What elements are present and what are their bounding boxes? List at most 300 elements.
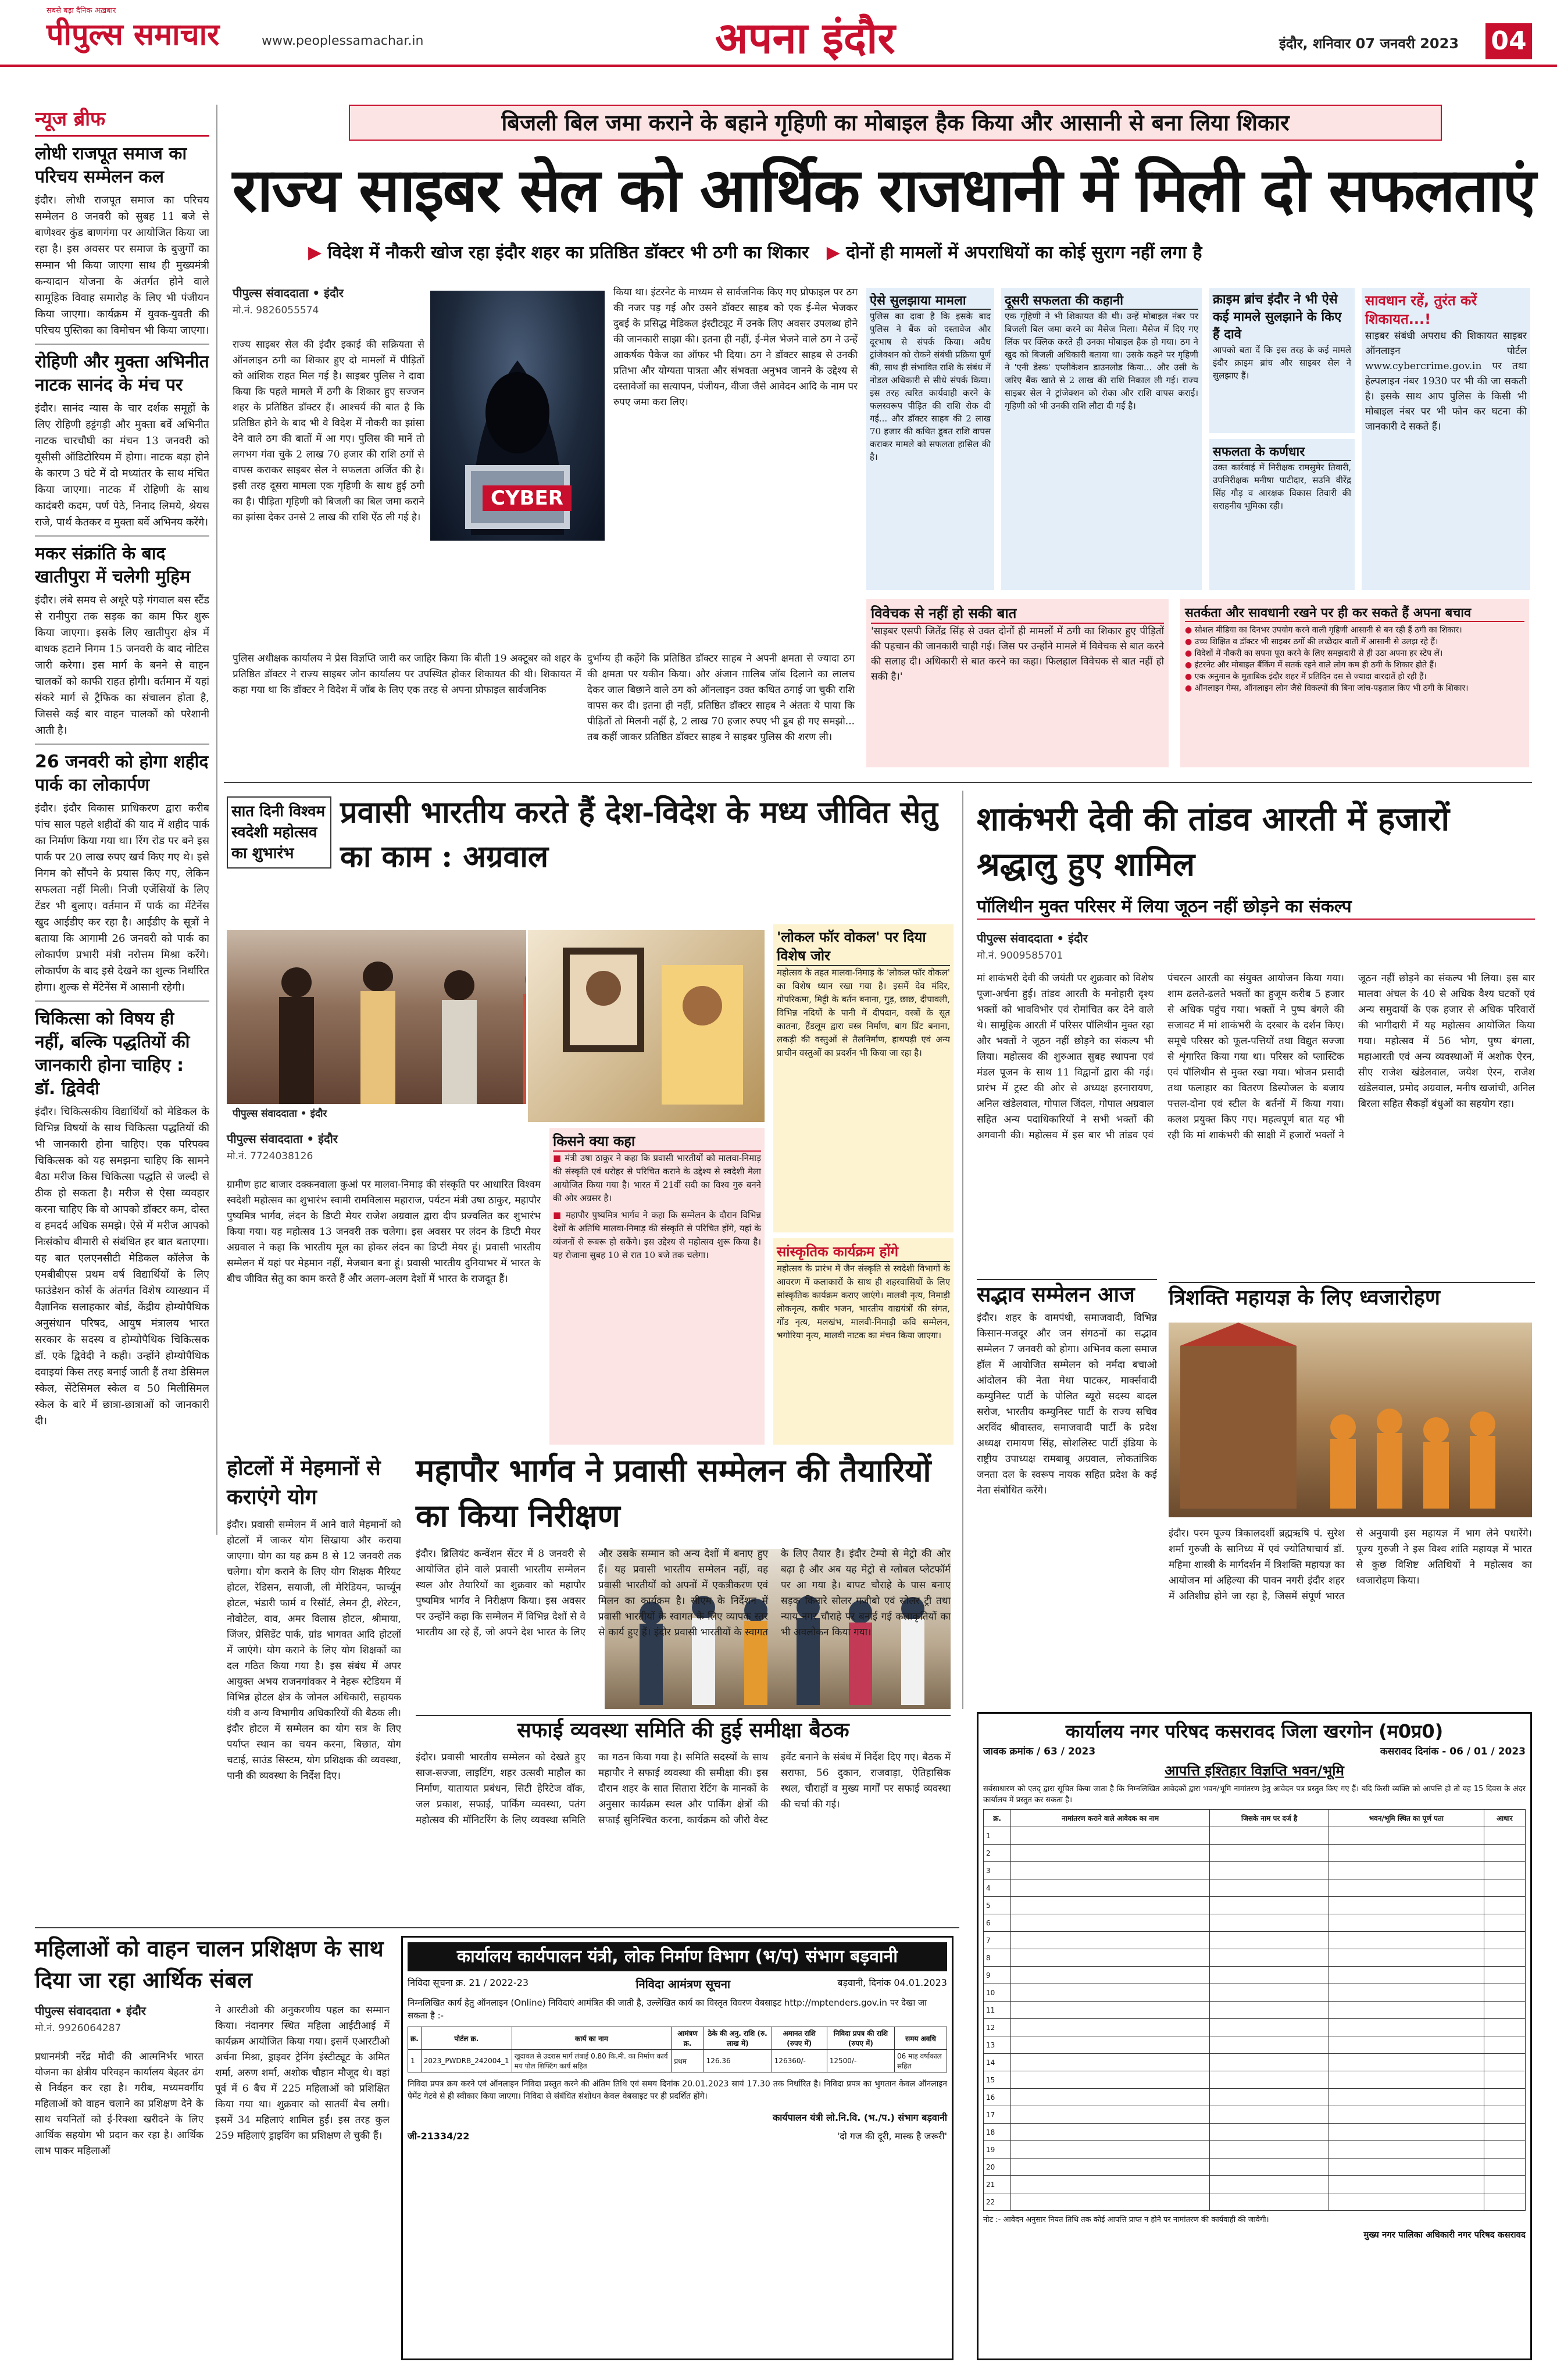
kisne-text: महापौर पुष्यमित्र भार्गव ने कहा कि सम्मेलन के दौरान विभिन्न देशों के अतिथि मालवा-निमाड़ की संस्कृति से परिचित होंगे, यहां के व्यंजनों से रूबरू हो सकेंगे। इस उद्देश्य से महोत्सव शुरू किया है। यह रोजाना सुबह 10 से रात 10 बजे तक चलेगा। [553, 1210, 761, 1260]
table-cell: 126360/- [772, 2050, 827, 2072]
lead-col-1: राज्य साइबर सेल की इंदौर इकाई की सक्रियता से ऑनलाइन ठगी का शिकार हुए दो मामलों में पीड़ितों को आंशिक राहत मिल गई है। साइबर पुलिस ने दावा किया कि पहले मामले में ठगी के शिकार हुए सज्जन शहर के प्रतिष्ठित डॉक्टर हैं। आश्चर्य की बात है कि प्रतिष्ठित होने के बाद भी वे विदेश में नौकरी का झांसा देने वाले ठग की बातों में आ गए। पुलिस की मानें तो लगभग गंवा चुके 2 लाख 70 हजार की राशि ठगों से वापस कराकर साइबर सेल ने सफलता अर्जित की है। इसी तरह दूसरा मामला एक गृहिणी के साथ हुई ठगी का है। पीड़िता गृहिणी को बिजली का बिल जमा कराने का झांसा देकर उनसे 2 लाख की राशि ऐंठ ली गई है। [233, 339, 424, 523]
pravasi-byline [227, 1131, 424, 1162]
table-cell [1484, 1827, 1525, 1845]
column-divider [962, 791, 963, 1709]
bullet-icon: ● [1185, 637, 1195, 646]
table-cell: 7 [984, 1932, 1011, 1949]
table-cell: 17 [984, 2106, 1011, 2124]
table-cell [1011, 1827, 1210, 1845]
side-box-body: उक्त कार्रवाई में निरीक्षक रामसुमेर तिवारी, उपनिरीक्षक मनीषा पाटीदार, सउनि वीरेंद्र सिंह गौड़ व आरक्षक विकास तिवारी की सराहनीय भूमिका रही। [1213, 462, 1351, 511]
table-cell [1484, 2036, 1525, 2054]
byline-phone: मो.नं. 9826055574 [233, 305, 319, 316]
paper-logo: पीपुल्स समाचार [47, 17, 220, 52]
local-box [773, 924, 954, 1232]
table-cell [1329, 2124, 1484, 2141]
brief-title: चिकित्सा को विषय ही नहीं, बल्कि पद्धतियों की जानकारी होना चाहिए : डॉ. द्विवेदी [35, 1009, 190, 1099]
table-cell [1329, 1879, 1484, 1897]
table-cell [1484, 2071, 1525, 2089]
website[interactable]: www.peoplessamachar.in [262, 34, 424, 48]
brief-item [35, 1000, 209, 1430]
mahila-col-2: ने आरटीओ की अनुकरणीय पहल का सम्मान किया। नंदानगर स्थित महिला आईटीआई में कार्यक्रम आयोजित किया गया। इसमें एआरटीओ अर्चना मिश्रा, ड्राइवर ट्रेनिंग इंस्टीट्यूट के अमित शर्मा, अरुण शर्मा, अशोक चौहान मौजूद थे। वहां पूर्व में 6 बैच में 225 महिलाओं को प्रशिक्षित किया गया था। शुक्रवार को सातवीं बैच लगी। इसमें 34 महिलाएं शामिल हुईं। इस तरह कुल 259 महिलाएं ड्राइविंग का प्रशिक्षण ले चुकी हैं। [215, 2004, 390, 2142]
bullet-icon: ● [1185, 684, 1195, 693]
parishad-notice [977, 1712, 1532, 2360]
parishad-title: आपत्ति इश्तिहार विज्ञप्ति भवन/भूमि [1165, 1763, 1344, 1779]
kisne-item [553, 1152, 761, 1205]
brief-body: इंदौर। इंदौर विकास प्राधिकरण द्वारा करीब पांच साल पहले शहीदों की याद में शहीद पार्क का निर्माण किया गया था। रिंग रोड पर बने इस पार्क पर 20 लाख रुपए खर्च किए गए थे। इसे निगम को सौंपने के प्रयास किए गए, लेकिन सफलता नहीं मिली। निजी एजेंसियों के लिए टेंडर भी बुलाए। वर्तमान में पार्क का मेंटेनेंस खुद आईडीए कर रहा है। आईडीए के सूत्रों ने बताया कि आगामी 26 जनवरी को पार्क का लोकार्पण प्रभारी मंत्री नरोत्तम मिश्रा करेंगे। लोकार्पण के बाद इसे देखने का शुल्क निर्धारित होगा। शुल्क से मेंटेनेंस में आसानी रहेगी। [35, 802, 209, 994]
table-cell [1329, 1897, 1484, 1914]
table-cell [1210, 2002, 1329, 2019]
table-cell [1484, 2106, 1525, 2124]
table-header-cell: पोर्टल क्र. [421, 2027, 512, 2050]
table-cell [1484, 1897, 1525, 1914]
table-cell [1210, 2106, 1329, 2124]
table-cell [1011, 1967, 1210, 1984]
side-box [1209, 288, 1355, 433]
shakambhari-headline: शाकंभरी देवी की तांडव आरती में हजारों श्रद्धालु हुए शामिल [977, 800, 1450, 884]
brief-title: 26 जनवरी को होगा शहीद पार्क का लोकार्पण [35, 752, 209, 795]
side-box [1362, 288, 1530, 590]
table-header-cell: क्र. [984, 1810, 1011, 1827]
table-header-cell: जिसके नाम पर दर्ज है [1210, 1810, 1329, 1827]
table-row [984, 1862, 1526, 1879]
parishad-ref-date: कसरावद दिनांक - 06 / 01 / 2023 [1380, 1746, 1526, 1757]
tip-item [1185, 624, 1524, 636]
table-cell [1011, 1932, 1210, 1949]
table-cell [1210, 2054, 1329, 2071]
tip-text: इंटरनेट और मोबाइल बैंकिंग में सतर्क रहने वाले लोग कम ही ठगी के शिकार होते हैं। [1194, 660, 1437, 670]
cultural-box-title: सांस्कृतिक कार्यक्रम होंगे [777, 1242, 950, 1262]
mahila-byline [35, 2003, 203, 2034]
table-cell [1484, 1984, 1525, 2002]
table-cell: 4 [984, 1879, 1011, 1897]
table-header-cell: ठेके की अनु. राशि (रु. लाख में) [703, 2027, 772, 2050]
table-cell [1210, 1862, 1329, 1879]
shakambhari-subhead: पॉलिथीन मुक्त परिसर में लिया जूठन नहीं छोड़ने का संकल्प [977, 895, 1535, 920]
table-cell [1011, 2071, 1210, 2089]
table-cell [1329, 1845, 1484, 1862]
table-cell [1210, 1949, 1329, 1967]
table-row [984, 1897, 1526, 1914]
table-cell [1011, 1862, 1210, 1879]
tip-item [1185, 648, 1524, 659]
table-row [984, 2124, 1526, 2141]
tender-title: निविदा आमंत्रण सूचना [635, 1977, 731, 1991]
table-cell [1484, 2141, 1525, 2159]
masthead [0, 0, 1557, 67]
parishad-header: कार्यालय नगर परिषद कसरावद जिला खरगोन (म0प्र0) [1065, 1720, 1444, 1742]
table-row [984, 1879, 1526, 1897]
bullet-icon: ● [1185, 660, 1195, 670]
table-cell [1329, 2002, 1484, 2019]
safai-headline: सफाई व्यवस्था समिति की हुई समीक्षा बैठक [416, 1715, 951, 1745]
table-cell: खुदावल से उदरास मार्ग लंबाई 0.80 कि.मी. का निर्माण कार्य मय पोल शिफ्टिंग कार्य सहित [512, 2050, 672, 2072]
brief-item [35, 142, 209, 339]
section-divider [224, 782, 1532, 783]
section-title: अपना इंदौर [715, 13, 895, 63]
shakambhari-body: मां शाकंभरी देवी की जयंती पर शुक्रवार को विशेष पूजा-अर्चना हुई। तांडव आरती के मनोहारी दृश्य भक्तों को भावविभोर एवं रोमांचित कर देने वाले थे। सामूहिक आरती में परिसर पॉलिथीन मुक्त रहा और भक्तों ने जूठन नहीं छोड़ने का संकल्प भी लिया। महोत्सव की शुरुआत सुबह स्थापना एवं मंडल पूजन के साथ 11 विद्वानों द्वारा की गई। प्रारंभ में ट्रस्ट की ओर से अध्यक्ष हरनारायण, अनिल खंडेलवाल, गोपाल जिंदल, गोपाल अग्रवाल सहित अन्य पदाधिकारियों ने सभी भक्तों की अगवानी की। महोत्सव में इस बार भी तांडव एवं पंचरत्न आरती का संयुक्त आयोजन किया गया। शाम ढलते-ढलते भक्तों का हुजूम करीब 5 हजार से अधिक पहुंच गया। भक्तों ने पुष्प बंगले की सजावट में मां शाकंभरी के दरबार के दर्शन किए। समूचे परिसर को फूल-पत्तियों तथा विद्युत सज्जा से शृंगारित किया गया था। परिसर को प्लास्टिक एवं पॉलिथीन से मुक्त रखा गया। भोजन प्रसादी तथा फलाहार का वितरण डिस्पोजल के बजाय पत्तल-दोना एवं स्टील के बर्तनों में किया गया। कलश प्रयुक्त किए गए। महत्वपूर्ण बात यह भी रही कि मां शाकंभरी की साक्षी में हजारों भक्तों ने जूठन नहीं छोड़ने का संकल्प भी लिया। इस बार मालवा अंचल के 40 से अधिक वैश्य घटकों एवं अन्य समुदायों के एक हजार से अधिक परिवारों की भागीदारी में यह महोत्सव आयोजित किया गया। महोत्सव में 56 भोग, पुष्प बंगला, महाआरती एवं अन्य व्यवस्थाओं में अशोक ऐरन, सीए राजेश खंडेलवाल, जयेश ऐरन, राजेश खंडेलवाल, प्रमोद अग्रवाल, मनीष खजांची, अनिल बिरला सहित सैकड़ों बंधुओं का सहयोग रहा। [977, 973, 1535, 1141]
cultural-box-body: महोत्सव के प्रारंभ में जैन संस्कृति से स्वदेशी विभागों के आवरण में कलाकारों के साथ ही शहरवासियों के लिए सांस्कृतिक कार्यक्रम कराए जाएंगे। मालवी नृत्य, निमाड़ी लोकनृत्य, कबीर भजन, भारतीय वाद्ययंत्रों की संगत, गोंड नृत्य, मलखंभ, मालवी-निमाड़ी कवि सम्मेलन, भगोरिया नृत्य, मालवी नाटक का मंचन किया जाएगा। [777, 1263, 950, 1341]
mayor-headline: महापौर भार्गव ने प्रवासी सम्मेलन की तैयारियों का किया निरीक्षण [416, 1452, 931, 1534]
table-row [984, 2176, 1526, 2193]
table-row [984, 1845, 1526, 1862]
table-cell: 20 [984, 2159, 1011, 2176]
byline-text: पीपुल्स संवाददाता • इंदौर [227, 1132, 338, 1146]
brief-body: इंदौर। चिकित्सकीय विद्यार्थियों को मेडिकल के विभिन्न विषयों के साथ चिकित्सा पद्धतियों की भी जानकारी होना चाहिए। एक परिपक्व चिकित्सक को यह समझना चाहिए कि सामने बैठा मरीज किस चिकित्सा पद्धति से जल्दी से ठीक हो सकता है। मरीज से ऐसा व्यवहार करना चाहिए कि वो आपको डॉक्टर कम, दोस्त व हमदर्द अधिक समझे। ऐसे में मरीज आपको निःसंकोच बीमारी से संबंधित हर बात बताएगा। यह बात एलएनसीटी मेडिकल कॉलेज के एमबीबीएस प्रथम वर्ष विद्यार्थियों के लिए फाउंडेशन कोर्स के अंतर्गत विशेष व्याख्यान में वैज्ञानिक सलाहकार बोर्ड, केंद्रीय होम्योपैथिक अनुसंधान परिषद, आयुष मंत्रालय भारत सरकार के सदस्य व होम्योपैथिक चिकित्सक डॉ. एके द्विवेदी ने कही। उन्होंने होम्योपैथिक दवाइयां किस तरह बनाई जाती हैं तथा डेसिमल स्केल, सेंटेसिमल स्केल व 50 मिलीसिमल स्केल के बारे में छात्रा-छात्राओं को जानकारी दी। [35, 1106, 209, 1427]
tender-bottom-row [408, 2129, 947, 2142]
table-cell: 126.36 [703, 2050, 772, 2072]
table-cell: प्रथम [672, 2050, 703, 2072]
portrait-photo [526, 930, 765, 1122]
table-header-cell: अमानत राशि (रुपए में) [772, 2027, 827, 2050]
table-cell [1329, 1827, 1484, 1845]
table-cell: 8 [984, 1949, 1011, 1967]
table-cell [1329, 1862, 1484, 1879]
dateline: इंदौर, शनिवार 07 जनवरी 2023 [1279, 35, 1459, 52]
temple-gathering-icon [1169, 1323, 1532, 1517]
bullet-icon: ● [1185, 626, 1195, 635]
table-header-cell: निविदा प्रपत्र की राशि (रुपए में) [827, 2027, 894, 2050]
table-cell: 2023_PWDRB_242004_1 [421, 2050, 512, 2072]
tender-intro: निम्नलिखित कार्य हेतु ऑनलाइन (Online) निविदाएं आमंत्रित की जाती है, उल्लेखित कार्य का विस्तृत विवरण वेबसाइट http://mptenders.gov.in पर देखा जा सकता है :- [408, 1997, 927, 2021]
bullet-icon: ■ [553, 1210, 566, 1220]
tender-slogan: 'दो गज की दूरी, मास्क है जरूरी' [837, 2131, 947, 2142]
table-cell [1011, 2124, 1210, 2141]
table-cell [1210, 2159, 1329, 2176]
warning-box [866, 599, 1169, 767]
table-header-cell: आधार [1484, 1810, 1525, 1827]
table-cell [1329, 2193, 1484, 2211]
brief-item [35, 535, 209, 739]
tip-text: विदेशों में नौकरी का सपना पूरा करने के लिए समझदारी से ही उठा अपना हर स्टेप लें। [1194, 649, 1443, 658]
table-cell: 12500/- [827, 2050, 894, 2072]
side-box-body: एक गृहिणी ने भी शिकायत की थी। उन्हें मोबाइल नंबर पर बिजली बिल जमा करने का मैसेज मिला। मैसेज में दिए गए लिंक पर क्लिक करते ही उनका मोबाइल हैक हो गया। ठग ने खुद को बिजली अधिकारी बताया था। उसके कहने पर गृहिणी ने 'एनी डेस्क' एप्लीकेशन डाउनलोड किया... और उसी के जरिए बैंक खाते से 2 लाख की राशि निकाल ली गई। राज्य साइबर सेल ने ट्रांजेक्शन को रोका और राशि वापस कराई। गृहिणी को भी उनकी राशि लौटा दी गई है। [1005, 311, 1198, 411]
parishad-table-header [984, 1810, 1526, 1827]
tip-text: ऑनलाइन गेम्स, ऑनलाइन लोन जैसे विकल्पों की बिना जांच-पड़ताल किए भी ठगी के शिकार। [1194, 684, 1469, 693]
table-cell: 18 [984, 2124, 1011, 2141]
table-cell [1210, 1967, 1329, 1984]
table-cell [1484, 1879, 1525, 1897]
mahila-col-1: प्रधानमंत्री नरेंद्र मोदी की आत्मनिर्भर भारत योजना का क्षेत्रीय परिवहन कार्यालय बेहतर ढंग से निर्वहन कर रहा है। गरीब, मध्यमवर्गीय महिलाओं को वाहन चलाने का प्रशिक्षण देने के साथ चयनितों को ई-रिक्शा खरीदने के लिए आर्थिक सहयोग भी प्रदान कर रहा है। आर्थिक लाभ पाकर महिलाओं [35, 2051, 203, 2157]
table-cell: 2 [984, 1845, 1011, 1862]
table-cell: 6 [984, 1914, 1011, 1932]
table-cell [1484, 1845, 1525, 1862]
table-cell [1210, 2019, 1329, 2036]
table-cell [1329, 1949, 1484, 1967]
table-row [984, 2089, 1526, 2106]
lead-col-2: किया था। इंटरनेट के माध्यम से सार्वजनिक किए गए प्रोफाइल पर ठग की नजर पड़ गई और उसने डॉक्टर साहब को एक ई-मेल भेजकर दुबई के प्रसिद्ध मेडिकल इंस्टीट्यूट में उनके लिए अवसर उपलब्ध होने की जानकारी साझा की। इतना ही नहीं, ई-मेल भेजने वाले ठग ने उन्हें आकर्षक पैकेज का ऑफर भी दिया। ठग ने डॉक्टर साहब से उनकी प्रतिभा और योग्यता पात्रता और संभवता अनुभव जानने के उद्देश्य से दस्तावेजों का सत्यापन, पंजीयन, वीजा जैसे आवेदन आदि के नाम पर रुपए जमा करा लिए। [613, 287, 858, 408]
table-cell [1484, 2054, 1525, 2071]
side-box-body: आपको बता दें कि इस तरह के कई मामले इंदौर क्राइम ब्रांच और साइबर सेल ने सुलझाए हैं। [1213, 345, 1351, 381]
table-cell [1210, 1879, 1329, 1897]
tender-notice [401, 1936, 954, 2360]
table-cell: 15 [984, 2071, 1011, 2089]
parishad-ref-no: जावक क्रमांक / 63 / 2023 [983, 1746, 1096, 1757]
table-cell: 13 [984, 2036, 1011, 2054]
column-divider [216, 105, 217, 1535]
brief-item [35, 344, 209, 531]
warning-box-title: विवेचक से नहीं हो सकी बात [871, 603, 1164, 624]
table-cell [1329, 1914, 1484, 1932]
table-cell [1484, 1949, 1525, 1967]
parishad-sign: मुख्य नगर पालिका अधिकारी नगर परिषद कसरावद [1363, 2229, 1526, 2240]
shakambhari-byline [977, 930, 1151, 962]
table-cell [1329, 2106, 1484, 2124]
local-box-title: 'लोकल फॉर वोकल' पर दिया विशेष जोर [777, 928, 950, 966]
mayor-body: इंदौर। ब्रिलियंट कन्वेंशन सेंटर में 8 जनवरी से आयोजित होने वाले प्रवासी भारतीय सम्मेलन स्थल और तैयारियों का शुक्रवार को महापौर पुष्यमित्र भार्गव ने निरीक्षण किया। इस अवसर पर उन्होंने कहा कि सम्मेलन में विभिन्न देशों से वे भारतीय आ रहे हैं, जो अपने देश भारत के लिए और उसके सम्मान को अन्य देशों में बनाए हुए हैं। यह प्रवासी भारतीय सम्मेलन नहीं, वह प्रवासी भारतीयों को अपनों में एकत्रीकरण एवं मिलन का कार्यक्रम है। सीएम के निर्देशन में प्रवासी भारतीयों के स्वागत के लिए व्यापक स्तर से कार्य हुए हैं। इंदौर प्रवासी भारतीयों के स्वागत के लिए तैयार है। इंदौर टेम्पो से मेट्रो की ओर बढ़ा है और अब यह मेट्रो से ग्लोबल प्लेटफॉर्म पर आ गया है। बापट चौराहे के पास बनाए सड़क किनारे सोलर गजीबो एवं सोलर ट्री तथा न्याय नगर चौराहे पर बनाई गई कलाकृतियों का भी अवलोकन किया गया। [416, 1548, 951, 1638]
table-row [984, 2106, 1526, 2124]
warning-box-body: 'साइबर एसपी जितेंद्र सिंह से उक्त दोनों ही मामलों में ठगी का शिकार हुए पीड़ितों की पहचान की जानकारी चाही गई। जिस पर उन्होंने मामले में विवेचक से बात करने की सलाह दी। अधिकारी से बात करने का कहा। फिलहाल विवेचक से बात नहीं हो सकी है।' [871, 626, 1164, 682]
table-row [984, 2019, 1526, 2036]
table-cell [1329, 1932, 1484, 1949]
kisne-item [553, 1209, 761, 1262]
table-cell [1011, 2036, 1210, 2054]
table-cell [1011, 1897, 1210, 1914]
lead-kicker: बिजली बिल जमा कराने के बहाने गृहिणी का मोबाइल हैक किया और आसानी से बना लिया शिकार [349, 105, 1442, 141]
cyber-label: CYBER [483, 485, 572, 511]
table-cell: 9 [984, 1967, 1011, 1984]
parishad-table [983, 1809, 1526, 2211]
table-cell [1484, 2176, 1525, 2193]
bullet-icon: ● [1185, 672, 1195, 681]
tip-item [1185, 659, 1524, 671]
table-cell [1484, 2193, 1525, 2211]
yoga-body: इंदौर। प्रवासी सम्मेलन में आने वाले मेहमानों को होटलों में जाकर योग सिखाया और कराया जाएगा। योग का यह क्रम 8 से 12 जनवरी तक चलेगा। योग कराने के लिए योग शिक्षक मैरियट होटल, रेडिसन, सयाजी, ली मेरिडियन, फार्च्यून होटल, भंडारी फार्म व रिसॉर्ट, लेमन ट्री, शेरेटन, नोवोटेल, वाव, अमर विलास होटल, श्रीमाया, जिंजर, प्रेसिडेंट पार्क, ग्रांड भागवत आदि होटलों में जाएंगे। योग कराने के लिए योग शिक्षकों का दल गठित किया गया है। इस संबंध में अपर आयुक्त अभय राजनगांवकर ने नेहरू स्टेडियम में विभिन्न होटल क्षेत्र के जोनल अधिकारी, सहायक यंत्री व अन्य विभागीय अधिकारियों की बैठक ली। इंदौर होटल में सम्मेलन का योग सत्र के लिए पर्याप्त स्थान का चयन करना, बिछात, योग चटाई, साउंड सिस्टम, योग प्रशिक्षक की व्यवस्था, पानी की व्यवस्था के निर्देश दिए। [227, 1519, 401, 1782]
table-cell [1210, 2071, 1329, 2089]
table-cell [1011, 2089, 1210, 2106]
table-row [984, 1984, 1526, 2002]
table-row [984, 2159, 1526, 2176]
table-cell [1210, 1827, 1329, 1845]
table-cell [1484, 2019, 1525, 2036]
side-box-title: दूसरी सफलता की कहानी [1005, 291, 1198, 310]
lead-headline: राज्य साइबर सेल को आर्थिक राजधानी में मिली दो सफलताएं [232, 154, 1535, 226]
kisne-box-title: किसने क्या कहा [553, 1131, 761, 1152]
table-header-cell: कार्य का नाम [512, 2027, 672, 2050]
table-row [984, 1967, 1526, 1984]
table-row [984, 2193, 1526, 2211]
arrow-icon: ▶ [826, 242, 840, 263]
side-box-title: सफलता के कर्णधार [1213, 442, 1351, 461]
tip-item [1185, 636, 1524, 648]
side-box [866, 288, 994, 590]
table-header-cell: समय अवधि [895, 2027, 947, 2050]
brief-title: लोधी राजपूत समाज का परिचय सम्मेलन कल [35, 144, 187, 187]
side-box-title: ऐसे सुलझाया मामला [870, 291, 991, 310]
table-cell [1329, 2036, 1484, 2054]
mahila-headline: महिलाओं को वाहन चालन प्रशिक्षण के साथ दिया जा रहा आर्थिक संबल [35, 1935, 384, 1993]
table-cell [1210, 1845, 1329, 1862]
table-cell [1210, 1984, 1329, 2002]
tip-text: एक अनुमान के मुताबिक इंदौर शहर में प्रतिदिन दस से ज्यादा वारदातें हो रही हैं। [1194, 672, 1427, 681]
tip-text: सोशल मीडिया का दिनभर उपयोग करने वाली गृहिणी आसानी से बन रही हैं ठगी का शिकार। [1194, 626, 1462, 635]
table-cell [1210, 1932, 1329, 1949]
table-row [984, 1949, 1526, 1967]
table-cell: 1 [408, 2050, 422, 2072]
tender-sign: कार्यपालन यंत्री लो.नि.वि. (भ./प.) संभाग बड़वानी [772, 2112, 947, 2123]
table-cell [1484, 1862, 1525, 1879]
table-cell [1329, 2071, 1484, 2089]
pravasi-headline: प्रवासी भारतीय करते हैं देश-विदेश के मध्य जीवित सेतु का काम : अग्रवाल [340, 795, 938, 874]
tender-number: निविदा सूचना क्र. 21 / 2022-23 [408, 1977, 529, 1988]
byline-phone: मो.नं. 9009585701 [977, 950, 1063, 962]
table-cell [1329, 2019, 1484, 2036]
news-brief-column [35, 105, 209, 1511]
brief-body: इंदौर। लोधी राजपूत समाज का परिचय सम्मेलन 8 जनवरी को सुबह 11 बजे से बाणेश्वर कुंड बाणगंगा पर आयोजित किया जा रहा है। इस अवसर पर समाज के बुजुर्गों का सम्मान भी किया जाएगा साथ ही मुख्यमंत्री कन्यादान योजना के अंतर्गत होने वाले सामूहिक विवाह समारोह के लिए भी पंजीयन किया जाएगा। कार्यक्रम में युवक-युवती की परिचय पुस्तिका का विमोचन भी किया जाएगा। [35, 194, 209, 337]
byline-text: पीपुल्स संवाददाता • इंदौर [977, 931, 1088, 945]
table-row [984, 2002, 1526, 2019]
table-header-cell: भवन/भूमि स्थित का पूर्ण पता [1329, 1810, 1484, 1827]
table-cell: 19 [984, 2141, 1011, 2159]
byline-phone: मो.नं. 9926064287 [35, 2022, 122, 2034]
tender-table-header [408, 2027, 947, 2050]
table-cell: 5 [984, 1897, 1011, 1914]
tips-list [1185, 624, 1524, 694]
table-row [984, 1932, 1526, 1949]
parishad-intro: सर्वसाधारण को एतद् द्वारा सूचित किया जाता है कि निम्नलिखित आवेदकों द्वारा भवन/भूमि नामांतरण हेतु आवेदन पत्र प्रस्तुत किए गए हैं। यदि किसी व्यक्ति को आपत्ति हो तो वह 15 दिवस के अंदर कार्यालय में प्रस्तुत कर सकता है। [983, 1785, 1526, 1804]
table-cell [1210, 2089, 1329, 2106]
table-cell: 12 [984, 2019, 1011, 2036]
table-cell [1329, 2089, 1484, 2106]
flag-hoisting-photo [1169, 1323, 1532, 1517]
table-cell [1484, 1914, 1525, 1932]
table-cell: 21 [984, 2176, 1011, 2193]
table-cell: 22 [984, 2193, 1011, 2211]
table-row [984, 1827, 1526, 1845]
tender-footer: निविदा प्रपत्र क्रय करने एवं ऑनलाइन निविदा प्रस्तुत करने की अंतिम तिथि एवं समय दिनांक 20.01.2023 सायं 17.30 तक निर्धारित है। निविदा प्रपत्र का भुगतान केवल ऑनलाइन पेमेंट गेटवे से ही स्वीकार किया जाएगा। निविदा से संबंधित संशोधन केवल वेबसाइट पर ही प्रदर्शित होंगे। [408, 2079, 947, 2101]
table-cell [1210, 2036, 1329, 2054]
tips-box [1180, 599, 1529, 767]
safai-body: इंदौर। प्रवासी भारतीय सम्मेलन को देखते हुए साज-सज्जा, लाइटिंग, शहर उत्सवी माहौल का निर्माण, यातायात प्रबंधन, सिटी हेरिटेज वॉक, जल प्रकाश, सफाई, पार्किंग व्यवस्था, पतंग महोत्सव की मॉनिटरिंग के लिए व्यवस्था समिति का गठन किया गया है। समिति सदस्यों के साथ महापौर ने सफाई व्यवस्था की समीक्षा की। इस दौरान शहर के सात सितारा रेटिंग के मानकों के अनुसार कार्यक्रम स्थल और पार्किंग क्षेत्रों की सफाई सुनिश्चित करना, कार्यक्रम को जीरो वेस्ट इवेंट बनाने के संबंध में निर्देश दिए गए। बैठक में सराफा, 56 दुकान, राजवाड़ा, ऐतिहासिक स्थल, चौराहों व मुख्य मार्गों पर सफाई व्यवस्था की चर्चा की गई। [416, 1752, 951, 1826]
parishad-footer: नोट :- आवेदन अनुसार नियत तिथि तक कोई आपत्ति प्राप्त न होने पर नामांतरण की कार्यवाही की जावेगी। [983, 2215, 1269, 2224]
brief-item [35, 744, 209, 996]
table-header-cell: नामांतरण कराने वाले आवेदक का नाम [1011, 1810, 1210, 1827]
tender-date: बड़वानी, दिनांक 04.01.2023 [837, 1977, 947, 1988]
side-box-title: सावधान रहें, तुरंत करें शिकायत...! [1365, 292, 1477, 327]
pravasi-body: ग्रामीण हाट बाजार दक्कनवाला कुआं पर मालवा-निमाड़ की संस्कृति पर आधारित विश्वम स्वदेशी महोत्सव का शुभारंभ स्वामी रामविलास महाराज, पर्यटन मंत्री उषा ठाकुर, महापौर पुष्यमित्र भार्गव, लंदन के डिप्टी मेयर राजेश अग्रवाल द्वारा दीप प्रज्वलित कर शुभारंभ किया गया। यह महोत्सव 13 जनवरी तक चलेगा। इस अवसर पर लंदन के डिप्टी मेयर अग्रवाल ने कहा कि भारतीय मूल का होकर लंदन का डिप्टी मेयर हूं। प्रवासी भारतीय सम्मेलन में यहां पर मेहमान नहीं, मेजबान बना हूं। प्रवासी भारतीय दुनियाभर में भारत के बीच जीवित सेतु का काम करते हैं और अलग-अलग देशों में भारत के राजदूत हैं। [227, 1179, 541, 1285]
table-cell [1210, 2176, 1329, 2193]
table-cell [1011, 2019, 1210, 2036]
table-cell [1210, 2141, 1329, 2159]
table-cell: 3 [984, 1862, 1011, 1879]
table-cell [1484, 2159, 1525, 2176]
table-cell [1329, 2159, 1484, 2176]
tip-item [1185, 682, 1524, 694]
side-box-body: साइबर संबंधी अपराध की शिकायत साइबर ऑनलाइन पोर्टल www.cybercrime.gov.in पर तथा हेल्पलाइन नंबर 1930 पर भी की जा सकती है। इसके साथ आप पुलिस के किसी भी मोबाइल नंबर पर भी फोन कर घटना की जानकारी दे सकते हैं। [1365, 330, 1527, 433]
table-cell [1011, 2106, 1210, 2124]
byline-text: पीपुल्स संवाददाता • इंदौर [233, 286, 344, 300]
table-cell [1329, 2141, 1484, 2159]
table-cell [1011, 2159, 1210, 2176]
framed-portrait-icon [528, 930, 765, 1122]
table-cell [1484, 2089, 1525, 2106]
table-cell [1484, 2002, 1525, 2019]
side-box-title: क्राइम ब्रांच इंदौर ने भी ऐसे कई मामले सुलझाने के किए हैं दावे [1213, 292, 1342, 342]
table-cell [1210, 2124, 1329, 2141]
pravasi-side-label: सात दिनी विश्वम स्वदेशी महोत्सव का शुभारंभ [227, 796, 331, 869]
table-cell [1011, 2193, 1210, 2211]
tender-table [408, 2027, 947, 2072]
table-header-cell: आमंत्रण क्र. [672, 2027, 703, 2050]
table-cell [1011, 1914, 1210, 1932]
table-cell: 10 [984, 1984, 1011, 2002]
brief-title: मकर संक्रांति के बाद खातीपुरा में चलेगी मुहिम [35, 544, 191, 587]
lead-deck-row [308, 240, 1494, 267]
table-cell [1011, 2176, 1210, 2193]
table-cell [1484, 2124, 1525, 2141]
table-cell [1329, 1967, 1484, 1984]
kisne-text: मंत्री उषा ठाकुर ने कहा कि प्रवासी भारतीयों को मालवा-निमाड़ की संस्कृति एवं धरोहर से परिचित कराने के उद्देश्य से स्वदेशी मेला आयोजित किया गया है। भारत में 21वीं सदी का विश्व गुरु बनने की ओर अग्रसर है। [553, 1153, 761, 1203]
trishakti-body: इंदौर। परम पूज्य त्रिकालदर्शी ब्रह्मऋषि पं. सुरेश शर्मा गुरुजी के सानिध्य में एवं ज्योतिषाचार्य डॉ. महिमा शास्त्री के मार्गदर्शन में त्रिशक्ति महायज्ञ का आयोजन मां अहिल्या की पावन नगरी इंदौर शहर में अतिशीघ्र होने जा रहा है, जिसमें संपूर्ण भारत से अनुयायी इस महायज्ञ में भाग लेने पधारेंगे। पूज्य गुरुजी ने इस विश्व शांति महायज्ञ में भारत से कुछ विशिष्ट अतिथियों ने महोत्सव का ध्वजारोहण किया। [1169, 1528, 1532, 1602]
table-cell: 1 [984, 1827, 1011, 1845]
table-header-cell: क्र. [408, 2027, 422, 2050]
table-cell [1329, 2054, 1484, 2071]
tender-meta [408, 1976, 947, 1992]
table-cell: 16 [984, 2089, 1011, 2106]
table-cell [1011, 2002, 1210, 2019]
table-cell [1011, 1845, 1210, 1862]
tender-header: कार्यालय कार्यपालन यंत्री, लोक निर्माण विभाग (भ/प) संभाग बड़वानी [408, 1942, 947, 1971]
local-box-body: महोत्सव के तहत मालवा-निमाड़ के 'लोकल फॉर वोकल' का विशेष ध्यान रखा गया है। इसमें देव मंदिर, गोपरिकमा, मिट्टी के बर्तन बनाना, गुड़, छाछ, दीपावली, विभिन्न नदियों के पानी में दीपदान, वस्त्रों के सूत कातना, हैंडलूम द्वारा वस्त्र निर्माण, बाग प्रिंट बनाना, लकड़ी की वस्तुओं से तैलनिर्माण, हाथपड़ी एवं अन्य प्राचीन वस्तुओं का प्रदर्शन भी किया जा रहा है। [777, 967, 950, 1058]
bullet-icon: ■ [553, 1153, 565, 1163]
table-row [984, 2141, 1526, 2159]
parishad-ref [983, 1744, 1526, 1757]
table-cell: 11 [984, 2002, 1011, 2019]
table-row [984, 2054, 1526, 2071]
side-box-body: पुलिस का दावा है कि इसके बाद पुलिस ने बैंक को दस्तावेज और दूरभाष से संपर्क किया। अवैध ट्रांजेक्शन को रोकने संबंधी प्रक्रिया पूर्ण की, साथ ही संभावित राशि के संबंध में नोडल अधिकारी से सीधे संपर्क किया। इस तरह त्वरित कार्यवाही करने के फलस्वरूप पीड़ित की राशि रोक दी गई... और डॉक्टर साहब की 2 लाख 70 हजार की कथित डूबत राशि वापस कराकर मामले को सफलता हासिल की है। [870, 311, 991, 462]
tips-box-title: सतर्कता और सावधानी रखने पर ही कर सकते हैं अपना बचाव [1185, 603, 1524, 622]
table-cell: 06 माह वर्षाकाल सहित [895, 2050, 947, 2072]
table-cell [1210, 2193, 1329, 2211]
table-cell [1329, 1984, 1484, 2002]
trishakti-title: त्रिशक्ति महायज्ञ के लिए ध्वजारोहण [1169, 1282, 1535, 1313]
page-number: 04 [1485, 23, 1532, 59]
hacker-photo [430, 291, 605, 541]
sadbhav-body: इंदौर। शहर के वामपंथी, समाजवादी, विभिन्न किसान-मजदूर और जन संगठनों का सद्भाव सम्मेलन 7 जनवरी को होगा। अभिनव कला समाज हॉल में आयोजित सम्मेलन को नर्मदा बचाओ आंदोलन की नेता मेधा पाटकर, मार्क्सवादी कम्युनिस्ट पार्टी के पोलित ब्यूरो सदस्य बादल सरोज, भारतीय कम्युनिस्ट पार्टी के राज्य सचिव अरविंद श्रीवास्तव, समाजवादी पार्टी के प्रदेश अध्यक्ष रामायण सिंह, सोशलिस्ट पार्टी इंडिया के राष्ट्रीय उपाध्यक्ष रामबाबू अग्रवाल, लोकतांत्रिक जनता दल के स्वरूप नायक सहित प्रदेश के कई नेता संबोधित करेंगे। [977, 1312, 1157, 1496]
table-row [984, 2071, 1526, 2089]
table-cell [1011, 2054, 1210, 2071]
photo-caption: पीपुल्स संवाददाता • इंदौर [227, 1104, 762, 1122]
section-divider [35, 1927, 959, 1928]
table-cell [1329, 2176, 1484, 2193]
brief-title: रोहिणी और मुक्ता अभिनीत नाटक सानंद के मंच पर [35, 352, 209, 395]
side-box [1001, 288, 1202, 590]
byline-text: पीपुल्स संवाददाता • इंदौर [35, 2004, 146, 2018]
table-cell [1011, 1984, 1210, 2002]
table-cell [1210, 1914, 1329, 1932]
tip-item [1185, 671, 1524, 682]
news-brief-label: न्यूज ब्रीफ [35, 105, 209, 137]
paper-tagline: सबसे बड़ा दैनिक अख़बार [47, 6, 116, 15]
table-cell [1484, 1932, 1525, 1949]
cultural-box [773, 1238, 954, 1445]
arrow-icon: ▶ [308, 242, 322, 263]
yoga-headline: होटलों में मेहमानों से कराएंगे योग [227, 1456, 381, 1509]
table-row [984, 1914, 1526, 1932]
kisne-box [549, 1128, 765, 1445]
sadbhav-box [977, 1279, 1157, 1703]
table-cell [1011, 1949, 1210, 1967]
table-cell: 14 [984, 2054, 1011, 2071]
tip-text: उच्च शिक्षित व डॉक्टर भी साइबर ठगों की लच्छेदार बातों में आसानी से उलझ रहे हैं। [1194, 637, 1438, 646]
lead-col-1b: पुलिस अधीक्षक कार्यालय ने प्रेस विज्ञप्ति जारी कर जाहिर किया कि बीती 19 अक्टूबर को शहर के प्रतिष्ठित डॉक्टर ने राज्य साइबर जोन कार्यालय पर उपस्थित होकर शिकायत की थी। शिकायत में कहा गया था कि डॉक्टर ने विदेश में जॉब के लिए एक तरह से अपना प्रोफाइल सार्वजनिक [233, 653, 581, 696]
table-row [984, 2036, 1526, 2054]
table-cell [1484, 1967, 1525, 1984]
table-row [408, 2050, 947, 2072]
table-cell [1011, 1879, 1210, 1897]
lead-deck-2: दोनों ही मामलों में अपराधियों का कोई सुराग नहीं लगा है [846, 242, 1202, 263]
byline-phone: मो.नं. 7724038126 [227, 1150, 313, 1162]
bullet-icon: ● [1185, 649, 1195, 658]
